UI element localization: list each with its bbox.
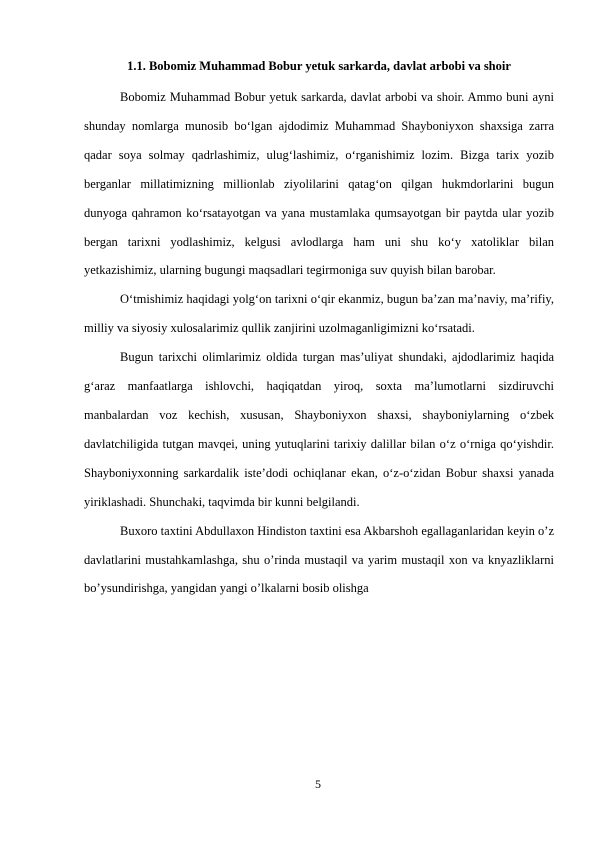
- section-heading: 1.1. Bobomiz Muhammad Bobur yetuk sarkarda, davlat arbobi va shoir: [127, 59, 511, 73]
- page-number: 5: [315, 777, 321, 791]
- paragraph-4: Buxoro taxtini Abdullaxon Hindiston taxtini esa Akbarshoh egallaganlaridan keyin o’z davlatlarini mustahkamlashga, shu o’rinda mustaqil va yarim mustaqil xon va knyazliklarni bo’ysundirishga, yangidan yangi o’lkalarni bosib olishga: [84, 523, 554, 596]
- paragraph-3: Bugun tarixchi olimlarimiz oldida turgan mas’uliyat shundaki, ajdodlarimiz haqida g‘araz manfaatlarga ishlovchi, haqiqatdan yiroq, soxta ma’lumotlarni sizdiruvchi manbalardan voz kechish, xususan, Shayboniyxon shaxsi, shayboniylarning o‘zbek davlatchiligida tutgan mavqei, uning yutuqlarini tarixiy dalillar bilan o‘z o‘rniga qo‘yishdir. Shayboniyxonning sarkardalik iste’dodi ochiqlanar ekan, o‘z-o‘zidan Bobur shaxsi yanada yiriklashadi. Shunchaki, taqvimda bir kunni belgilandi.: [84, 350, 554, 509]
- body-text: [84, 83, 554, 603]
- paragraph-2: O‘tmishimiz haqidagi yolg‘on tarixni o‘qir ekanmiz, bugun ba’zan ma’naviy, ma’rifiy, milliy va siyosiy xulosalarimiz qullik zanjirini uzolmaganligimizni ko‘rsatadi.: [84, 292, 554, 336]
- paragraph-1: Bobomiz Muhammad Bobur yetuk sarkarda, davlat arbobi va shoir. Ammo buni ayni shunday nomlarga munosib bo‘lgan ajdodimiz Muhammad Shayboniyxon shaxsiga zarra qadar soya solmay qadrlashimiz, ulug‘lashimiz, o‘rganishimiz lozim. Bizga tarix yozib berganlar millatimizning millionlab ziyolilarini qatag‘on qilgan hukmdorlarini bugun dunyoga qahramon ko‘rsatayotgan va yana mustamlaka qumsayotgan bir paytda ular yozib bergan tarixni yodlashimiz, kelgusi avlodlarga ham uni shu ko‘y xatoliklar bilan yetkazishimiz, ularning bugungi maqsadlari tegirmoniga suv quyish bilan barobar.: [84, 90, 554, 278]
